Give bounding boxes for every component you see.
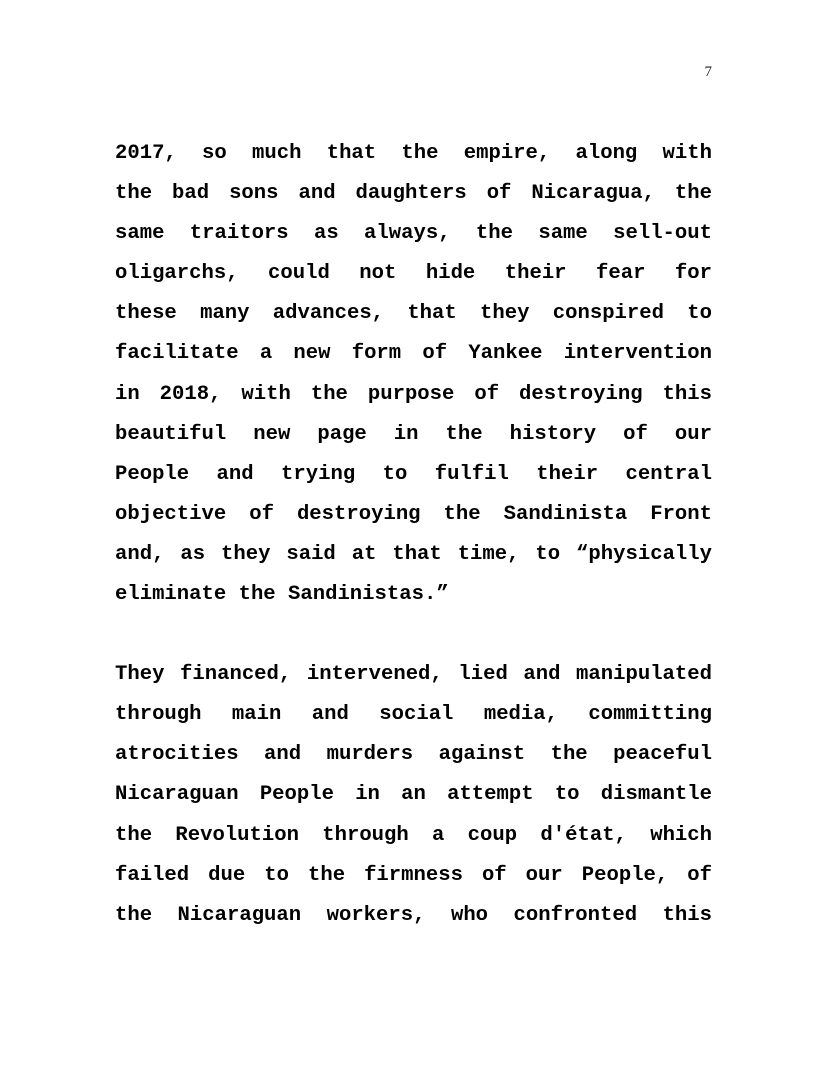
body-text — [115, 139, 712, 941]
text-line: the Revolution through a coup d'état, which — [115, 823, 712, 847]
paragraph-gap — [115, 620, 712, 660]
text-line: these many advances, that they conspired to — [115, 302, 712, 326]
text-line: and, as they said at that time, to “physically — [115, 542, 712, 566]
text-line: failed due to the firmness of our People, of — [115, 863, 712, 887]
text-line: oligarchs, could not hide their fear for — [115, 262, 712, 286]
text-line: in 2018, with the purpose of destroying this — [115, 382, 712, 406]
text-line: same traitors as always, the same sell-out — [115, 222, 712, 246]
text-line: the Nicaraguan workers, who confronted this — [115, 903, 712, 927]
text-line: Nicaraguan People in an attempt to dismantle — [115, 783, 712, 807]
page-number: 7 — [704, 64, 712, 80]
text-line: People and trying to fulfil their central — [115, 462, 712, 486]
text-line: through main and social media, committing — [115, 703, 712, 727]
text-line: atrocities and murders against the peaceful — [115, 743, 712, 767]
paragraph-1 — [115, 139, 712, 620]
paragraph-2 — [115, 660, 712, 941]
text-line: 2017, so much that the empire, along with — [115, 142, 712, 165]
text-line: beautiful new page in the history of our — [115, 422, 712, 446]
text-line: They financed, intervened, lied and manipulated — [115, 663, 712, 687]
text-line: objective of destroying the Sandinista Front — [115, 502, 712, 526]
text-line: the bad sons and daughters of Nicaragua, the — [115, 182, 712, 206]
text-line: facilitate a new form of Yankee intervention — [115, 342, 712, 366]
text-line: eliminate the Sandinistas.” — [115, 583, 449, 607]
